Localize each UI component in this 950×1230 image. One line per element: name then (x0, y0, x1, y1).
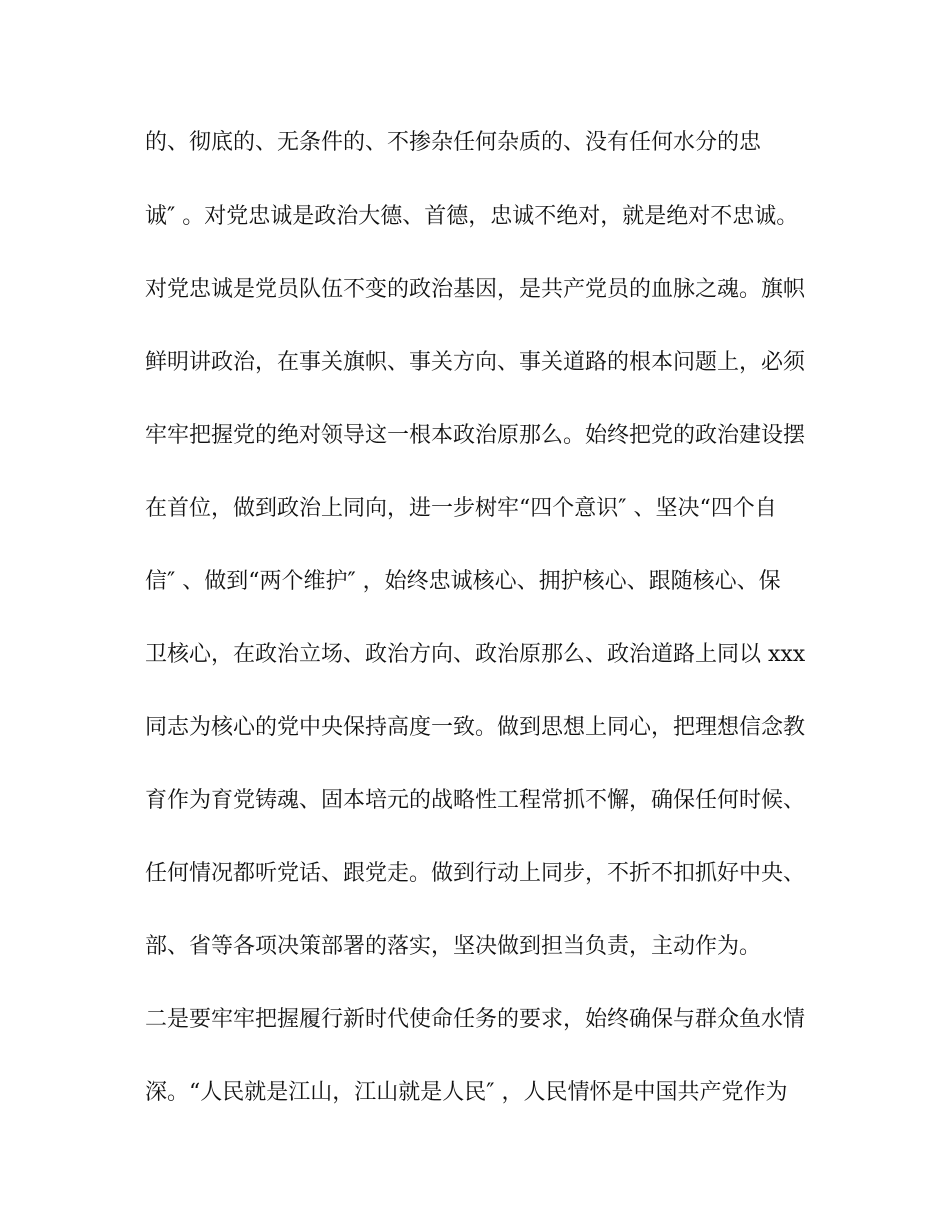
text-line: 信″ 、做到“两个维护″ ，始终忠诚核心、拥护核心、跟随核心、保 (145, 569, 781, 594)
text-line: 任何情况都听党话、跟党走。做到行动上同步，不折不扣抓好中央、 (145, 861, 806, 886)
text-line: 卫核心，在政治立场、政治方向、政治原那么、政治道路上同以 xxx (145, 642, 806, 667)
text-line: 牢牢把握党的绝对领导这一根本政治原那么。始终把党的政治建设摆 (145, 423, 806, 448)
text-line: 在首位，做到政治上同向，进一步树牢“四个意识″ 、坚决“四个自 (145, 496, 777, 521)
text-line: 鲜明讲政治，在事关旗帜、事关方向、事关道路的根本问题上，必须 (145, 350, 806, 375)
text-line: 二是要牢牢把握履行新时代使命任务的要求，始终确保与群众鱼水情 (145, 1007, 806, 1032)
text-line: 深。“人民就是江山，江山就是人民″ ，人民情怀是中国共产党作为 (145, 1080, 788, 1105)
text-line: 诚″ 。对党忠诚是政治大德、首德，忠诚不绝对，就是绝对不忠诚。 (145, 204, 799, 229)
text-line: 育作为育党铸魂、固本培元的战略性工程常抓不懈，确保任何时候、 (145, 788, 806, 813)
text-line: 同志为核心的党中央保持高度一致。做到思想上同心，把理想信念教 (145, 715, 806, 740)
text-line: 对党忠诚是党员队伍不变的政治基因，是共产党员的血脉之魂。旗帜 (145, 277, 806, 302)
text-line: 的、彻底的、无条件的、不掺杂任何杂质的、没有任何水分的忠 (145, 130, 762, 155)
text-line: 部、省等各项决策部署的落实，坚决做到担当负责，主动作为。 (145, 934, 762, 959)
